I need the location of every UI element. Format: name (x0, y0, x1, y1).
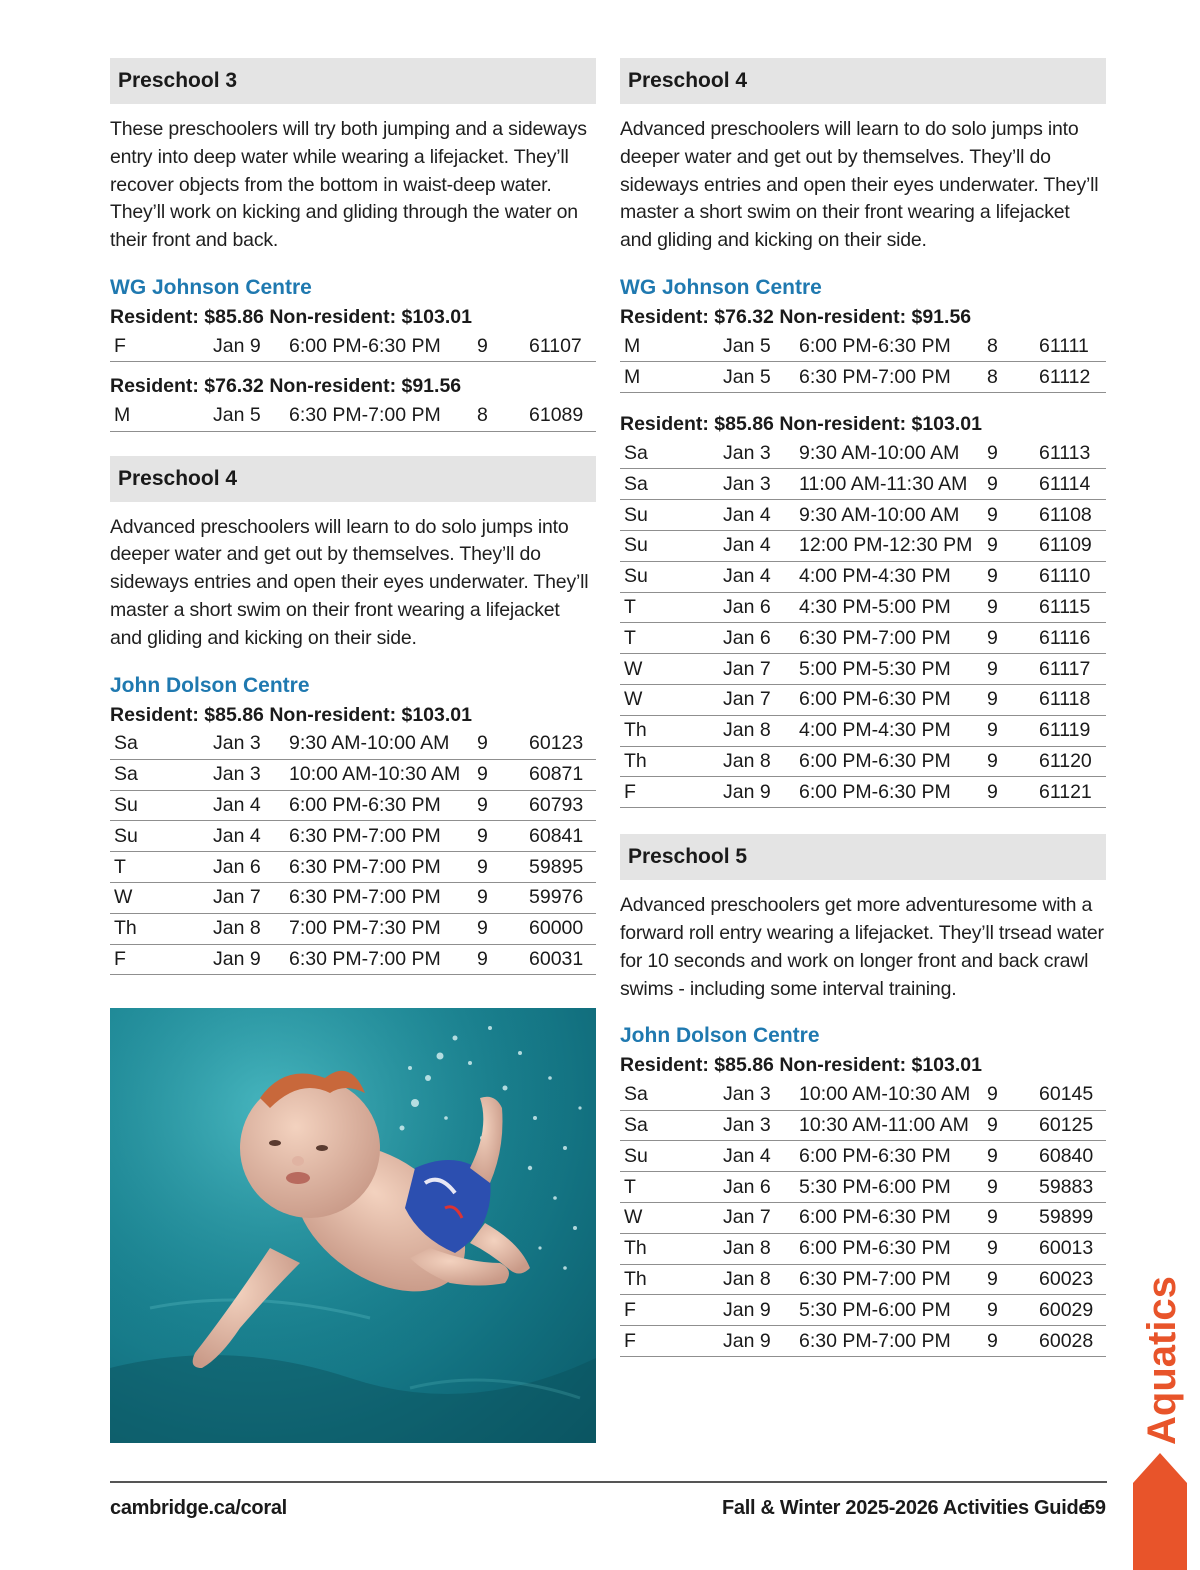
schedule-course-code: 61112 (1039, 365, 1091, 388)
schedule-time: 6:00 PM-6:30 PM (289, 794, 441, 817)
schedule-date: Jan 4 (723, 565, 771, 588)
page-number: 59 (1084, 1497, 1106, 1519)
schedule-time: 10:00 AM-10:30 AM (289, 763, 461, 786)
schedule-time: 6:00 PM-6:30 PM (799, 1237, 951, 1260)
schedule-date: Jan 9 (213, 948, 261, 971)
section-heading: Preschool 4 (620, 58, 1106, 104)
schedule-course-code: 60023 (1039, 1268, 1094, 1290)
schedule-day: Th (114, 917, 137, 940)
schedule-course-code: 59976 (529, 886, 584, 909)
schedule-day: Sa (114, 732, 138, 755)
schedule-time: 6:30 PM-7:00 PM (289, 948, 441, 971)
schedule-time: 6:00 PM-6:30 PM (799, 334, 951, 357)
schedule-time: 6:30 PM-7:00 PM (799, 626, 951, 649)
schedule-time: 6:00 PM-6:30 PM (799, 688, 951, 711)
schedule-day: Su (114, 824, 138, 847)
schedule-sessions: 9 (987, 1206, 998, 1229)
schedule-row (620, 1233, 1106, 1264)
schedule-time: 9:30 AM-10:00 AM (799, 441, 960, 464)
schedule-date: Jan 9 (213, 334, 261, 357)
schedule-course-code: 59883 (1039, 1175, 1094, 1198)
schedule-date: Jan 8 (723, 1268, 771, 1290)
schedule-day: Sa (624, 472, 648, 495)
schedule-course-code: 60125 (1039, 1114, 1094, 1137)
section-heading: Preschool 4 (110, 456, 596, 502)
schedule-course-code: 60031 (529, 948, 584, 971)
schedule-course-code: 61110 (1039, 565, 1091, 588)
schedule-day: F (624, 780, 636, 803)
schedule-day: T (624, 595, 636, 618)
price-line: Resident: $76.32 Non-resident: $91.56 (620, 305, 972, 328)
schedule-course-code: 61117 (1039, 657, 1091, 680)
schedule-sessions: 9 (987, 1175, 998, 1198)
schedule-date: Jan 7 (723, 1206, 771, 1229)
centre-name: WG Johnson Centre (110, 275, 312, 299)
schedule-date: Jan 6 (723, 595, 771, 618)
schedule-date: Jan 8 (723, 749, 771, 772)
schedule-course-code: 61118 (1039, 688, 1091, 711)
schedule-time: 6:00 PM-6:30 PM (799, 780, 951, 803)
aquatics-tab-arrow (1133, 1453, 1187, 1570)
schedule-sessions: 9 (477, 855, 488, 878)
schedule-date: Jan 6 (723, 1175, 771, 1198)
schedule-row (110, 759, 596, 790)
schedule-row (110, 913, 596, 944)
schedule-course-code: 61109 (1039, 534, 1092, 557)
price-line: Resident: $85.86 Non-resident: $103.01 (110, 703, 472, 726)
schedule-time: 6:30 PM-7:00 PM (289, 403, 441, 426)
section-heading: Preschool 3 (110, 58, 596, 104)
schedule-date: Jan 4 (723, 503, 771, 526)
schedule-course-code: 61120 (1039, 749, 1092, 772)
schedule-day: Th (624, 1237, 647, 1260)
section-heading: Preschool 5 (620, 834, 1106, 880)
section-description: These preschoolers will try both jumping and a sideways entry into deep water while wearing a lifejacket. They’ll recover objects from the bottom in waist-deep water. They’ll work on kicking and gliding through the water on their front and back. (110, 118, 587, 252)
schedule-date: Jan 6 (723, 626, 771, 649)
schedule-row (620, 1203, 1106, 1234)
schedule-date: Jan 4 (213, 794, 261, 817)
schedule-course-code: 59899 (1039, 1206, 1094, 1229)
schedule-sessions: 9 (987, 1237, 998, 1260)
schedule-day: Sa (624, 441, 648, 464)
schedule-time: 10:30 AM-11:00 AM (799, 1114, 969, 1137)
schedule-sessions: 9 (987, 1298, 998, 1321)
schedule-sessions: 9 (987, 1329, 998, 1352)
schedule-date: Jan 7 (723, 688, 771, 711)
schedule-date: Jan 3 (213, 732, 261, 755)
schedule-course-code: 60145 (1039, 1082, 1094, 1105)
schedule-time: 10:00 AM-10:30 AM (799, 1082, 971, 1105)
schedule-day: Su (624, 1144, 648, 1167)
schedule-time: 6:00 PM-6:30 PM (799, 1144, 951, 1167)
schedule-sessions: 9 (987, 1082, 998, 1105)
schedule-day: T (624, 1175, 636, 1198)
schedule-sessions: 9 (477, 948, 488, 971)
schedule-day: W (114, 886, 133, 909)
schedule-day: Sa (624, 1082, 648, 1105)
footer-website-link[interactable]: cambridge.ca/coral (110, 1497, 287, 1519)
schedule-row (110, 729, 596, 760)
schedule-time: 6:30 PM-7:00 PM (289, 855, 441, 878)
aquatics-tab-label[interactable]: Aquatics (1140, 1276, 1184, 1445)
schedule-row (620, 561, 1106, 592)
schedule-time: 5:30 PM-6:00 PM (799, 1298, 951, 1321)
schedule-sessions: 8 (987, 365, 998, 388)
schedule-course-code: 61114 (1039, 472, 1091, 495)
schedule-row (620, 684, 1106, 715)
schedule-time: 4:00 PM-4:30 PM (799, 719, 951, 742)
schedule-date: Jan 3 (723, 472, 771, 495)
schedule-day: Sa (624, 1114, 648, 1137)
section-description: Advanced preschoolers will learn to do solo jumps into deeper water and get out by themselves. They’ll do sideways entries and open their eyes underwater. They’ll master a short swim on their front wearing a lifejacket and gliding and kicking on their side. (620, 118, 1099, 252)
section-description: Advanced preschoolers get more adventuresome with a forward roll entry wearing a lifejacket. They’ll trsead water for 10 seconds and work on longer front and back crawl swims - including some interval training. (620, 894, 1104, 1000)
schedule-course-code: 60123 (529, 732, 584, 755)
schedule-sessions: 9 (987, 1114, 998, 1137)
schedule-course-code: 61108 (1039, 503, 1092, 526)
schedule-course-code: 60793 (529, 794, 584, 817)
right-column (620, 58, 1106, 1357)
schedule-day: Su (624, 565, 648, 588)
schedule-day: W (624, 1206, 643, 1229)
baby-swimming-illustration (110, 1008, 596, 1443)
schedule-date: Jan 9 (723, 1298, 771, 1321)
schedule-day: W (624, 688, 643, 711)
schedule-sessions: 9 (987, 595, 998, 618)
price-line: Resident: $85.86 Non-resident: $103.01 (620, 413, 982, 436)
schedule-date: Jan 7 (723, 657, 771, 680)
footer-divider (110, 1481, 1107, 1483)
schedule-course-code: 61111 (1039, 334, 1089, 357)
schedule-table (110, 400, 596, 431)
schedule-date: Jan 9 (723, 780, 771, 803)
schedule-row (620, 362, 1106, 393)
schedule-time: 12:00 PM-12:30 PM (799, 534, 973, 557)
schedule-table (110, 331, 596, 362)
schedule-row (110, 331, 596, 362)
schedule-time: 4:30 PM-5:00 PM (799, 595, 951, 618)
schedule-day: T (624, 626, 636, 649)
schedule-date: Jan 3 (723, 441, 771, 464)
schedule-row (620, 623, 1106, 654)
schedule-time: 4:00 PM-4:30 PM (799, 565, 951, 588)
schedule-sessions: 9 (477, 334, 488, 357)
left-column (110, 58, 596, 975)
schedule-course-code: 61107 (529, 334, 582, 357)
schedule-sessions: 9 (987, 780, 998, 803)
schedule-course-code: 60028 (1039, 1329, 1094, 1352)
schedule-row (620, 1110, 1106, 1141)
schedule-date: Jan 4 (213, 824, 261, 847)
schedule-day: M (624, 334, 641, 357)
schedule-row (620, 331, 1106, 362)
schedule-time: 6:30 PM-7:00 PM (289, 824, 441, 847)
schedule-sessions: 9 (477, 732, 488, 755)
schedule-row (620, 1295, 1106, 1326)
schedule-sessions: 9 (987, 565, 998, 588)
schedule-row (620, 1141, 1106, 1172)
schedule-date: Jan 9 (723, 1329, 771, 1352)
schedule-time: 6:00 PM-6:30 PM (799, 1206, 951, 1229)
schedule-sessions: 9 (987, 534, 998, 557)
schedule-row (110, 944, 596, 975)
schedule-sessions: 9 (987, 626, 998, 649)
schedule-date: Jan 3 (723, 1114, 771, 1137)
schedule-day: Th (624, 719, 647, 742)
schedule-date: Jan 4 (723, 534, 771, 557)
price-line: Resident: $85.86 Non-resident: $103.01 (620, 1054, 982, 1077)
schedule-sessions: 9 (987, 1268, 998, 1290)
schedule-time: 5:30 PM-6:00 PM (799, 1175, 951, 1198)
schedule-day: W (624, 657, 643, 680)
schedule-time: 9:30 AM-10:00 AM (799, 503, 960, 526)
schedule-course-code: 61121 (1039, 780, 1092, 803)
schedule-row (110, 821, 596, 852)
schedule-sessions: 9 (987, 688, 998, 711)
schedule-table (110, 729, 596, 976)
section-description: Advanced preschoolers will learn to do solo jumps into deeper water and get out by themselves. They’ll do sideways entries and open their eyes underwater. They’ll master a short swim on their front wearing a lifejacket and gliding and kicking on their side. (110, 515, 589, 649)
schedule-day: Su (624, 534, 648, 557)
schedule-row (110, 883, 596, 914)
schedule-row (620, 1079, 1106, 1110)
schedule-course-code: 60029 (1039, 1298, 1094, 1321)
schedule-sessions: 9 (987, 503, 998, 526)
schedule-date: Jan 8 (723, 719, 771, 742)
schedule-time: 9:30 AM-10:00 AM (289, 732, 450, 755)
schedule-date: Jan 7 (213, 886, 261, 909)
schedule-row (620, 777, 1106, 808)
schedule-table (620, 1079, 1106, 1357)
schedule-day: Sa (114, 763, 138, 786)
price-line: Resident: $76.32 Non-resident: $91.56 (110, 375, 462, 398)
schedule-date: Jan 3 (213, 763, 261, 786)
schedule-course-code: 60013 (1039, 1237, 1094, 1260)
schedule-row (620, 654, 1106, 685)
schedule-date: Jan 5 (213, 403, 261, 426)
schedule-day: Th (624, 749, 647, 772)
schedule-course-code: 61119 (1039, 719, 1091, 742)
schedule-date: Jan 4 (723, 1144, 771, 1167)
schedule-time: 6:00 PM-6:30 PM (289, 334, 441, 357)
centre-name: John Dolson Centre (620, 1024, 820, 1048)
schedule-date: Jan 5 (723, 334, 771, 357)
schedule-course-code: 61089 (529, 403, 584, 426)
schedule-course-code: 60840 (1039, 1144, 1094, 1167)
schedule-sessions: 9 (987, 1144, 998, 1167)
schedule-day: Su (114, 794, 138, 817)
schedule-sessions: 9 (987, 441, 998, 464)
schedule-course-code: 61115 (1039, 595, 1091, 618)
price-line: Resident: $85.86 Non-resident: $103.01 (110, 305, 472, 328)
schedule-day: Su (624, 503, 648, 526)
schedule-date: Jan 6 (213, 855, 261, 878)
schedule-day: Th (624, 1268, 647, 1290)
schedule-sessions: 9 (987, 749, 998, 772)
schedule-sessions: 8 (987, 334, 998, 357)
schedule-row (620, 592, 1106, 623)
schedule-row (110, 852, 596, 883)
schedule-row (620, 438, 1106, 469)
schedule-row (620, 715, 1106, 746)
schedule-sessions: 9 (987, 472, 998, 495)
centre-name: John Dolson Centre (110, 673, 310, 697)
schedule-date: Jan 3 (723, 1082, 771, 1105)
schedule-day: F (114, 948, 126, 971)
schedule-row (620, 1264, 1106, 1295)
schedule-row (620, 1326, 1106, 1357)
schedule-time: 6:30 PM-7:00 PM (799, 1268, 951, 1290)
schedule-sessions: 8 (477, 403, 488, 426)
schedule-course-code: 61116 (1039, 626, 1091, 649)
schedule-row (620, 746, 1106, 777)
schedule-day: M (114, 403, 131, 426)
schedule-day: F (624, 1298, 636, 1321)
schedule-course-code: 61113 (1039, 441, 1091, 464)
schedule-time: 6:30 PM-7:00 PM (799, 1329, 951, 1352)
schedule-sessions: 9 (477, 763, 488, 786)
schedule-day: F (114, 334, 126, 357)
schedule-course-code: 59895 (529, 855, 584, 878)
baby-swimming-photo (110, 1008, 596, 1443)
schedule-time: 11:00 AM-11:30 AM (799, 472, 968, 495)
schedule-row (620, 500, 1106, 531)
schedule-course-code: 60871 (529, 763, 584, 786)
schedule-table (620, 438, 1106, 808)
schedule-day: F (624, 1329, 636, 1352)
schedule-sessions: 9 (477, 824, 488, 847)
schedule-time: 7:00 PM-7:30 PM (289, 917, 441, 940)
schedule-row (620, 1172, 1106, 1203)
schedule-time: 6:30 PM-7:00 PM (289, 886, 441, 909)
schedule-row (110, 400, 596, 431)
schedule-course-code: 60841 (529, 824, 584, 847)
schedule-sessions: 9 (987, 657, 998, 680)
schedule-time: 5:00 PM-5:30 PM (799, 657, 951, 680)
schedule-row (110, 790, 596, 821)
schedule-date: Jan 8 (213, 917, 261, 940)
schedule-time: 6:30 PM-7:00 PM (799, 365, 951, 388)
schedule-row (620, 469, 1106, 500)
schedule-time: 6:00 PM-6:30 PM (799, 749, 951, 772)
schedule-row (620, 530, 1106, 561)
schedule-sessions: 9 (987, 719, 998, 742)
schedule-sessions: 9 (477, 886, 488, 909)
schedule-day: M (624, 365, 641, 388)
schedule-table (620, 331, 1106, 393)
footer-guide-title: Fall & Winter 2025-2026 Activities Guide (722, 1497, 1090, 1519)
schedule-sessions: 9 (477, 917, 488, 940)
schedule-date: Jan 5 (723, 365, 771, 388)
centre-name: WG Johnson Centre (620, 275, 822, 299)
schedule-course-code: 60000 (529, 917, 584, 940)
schedule-day: T (114, 855, 126, 878)
schedule-sessions: 9 (477, 794, 488, 817)
schedule-date: Jan 8 (723, 1237, 771, 1260)
